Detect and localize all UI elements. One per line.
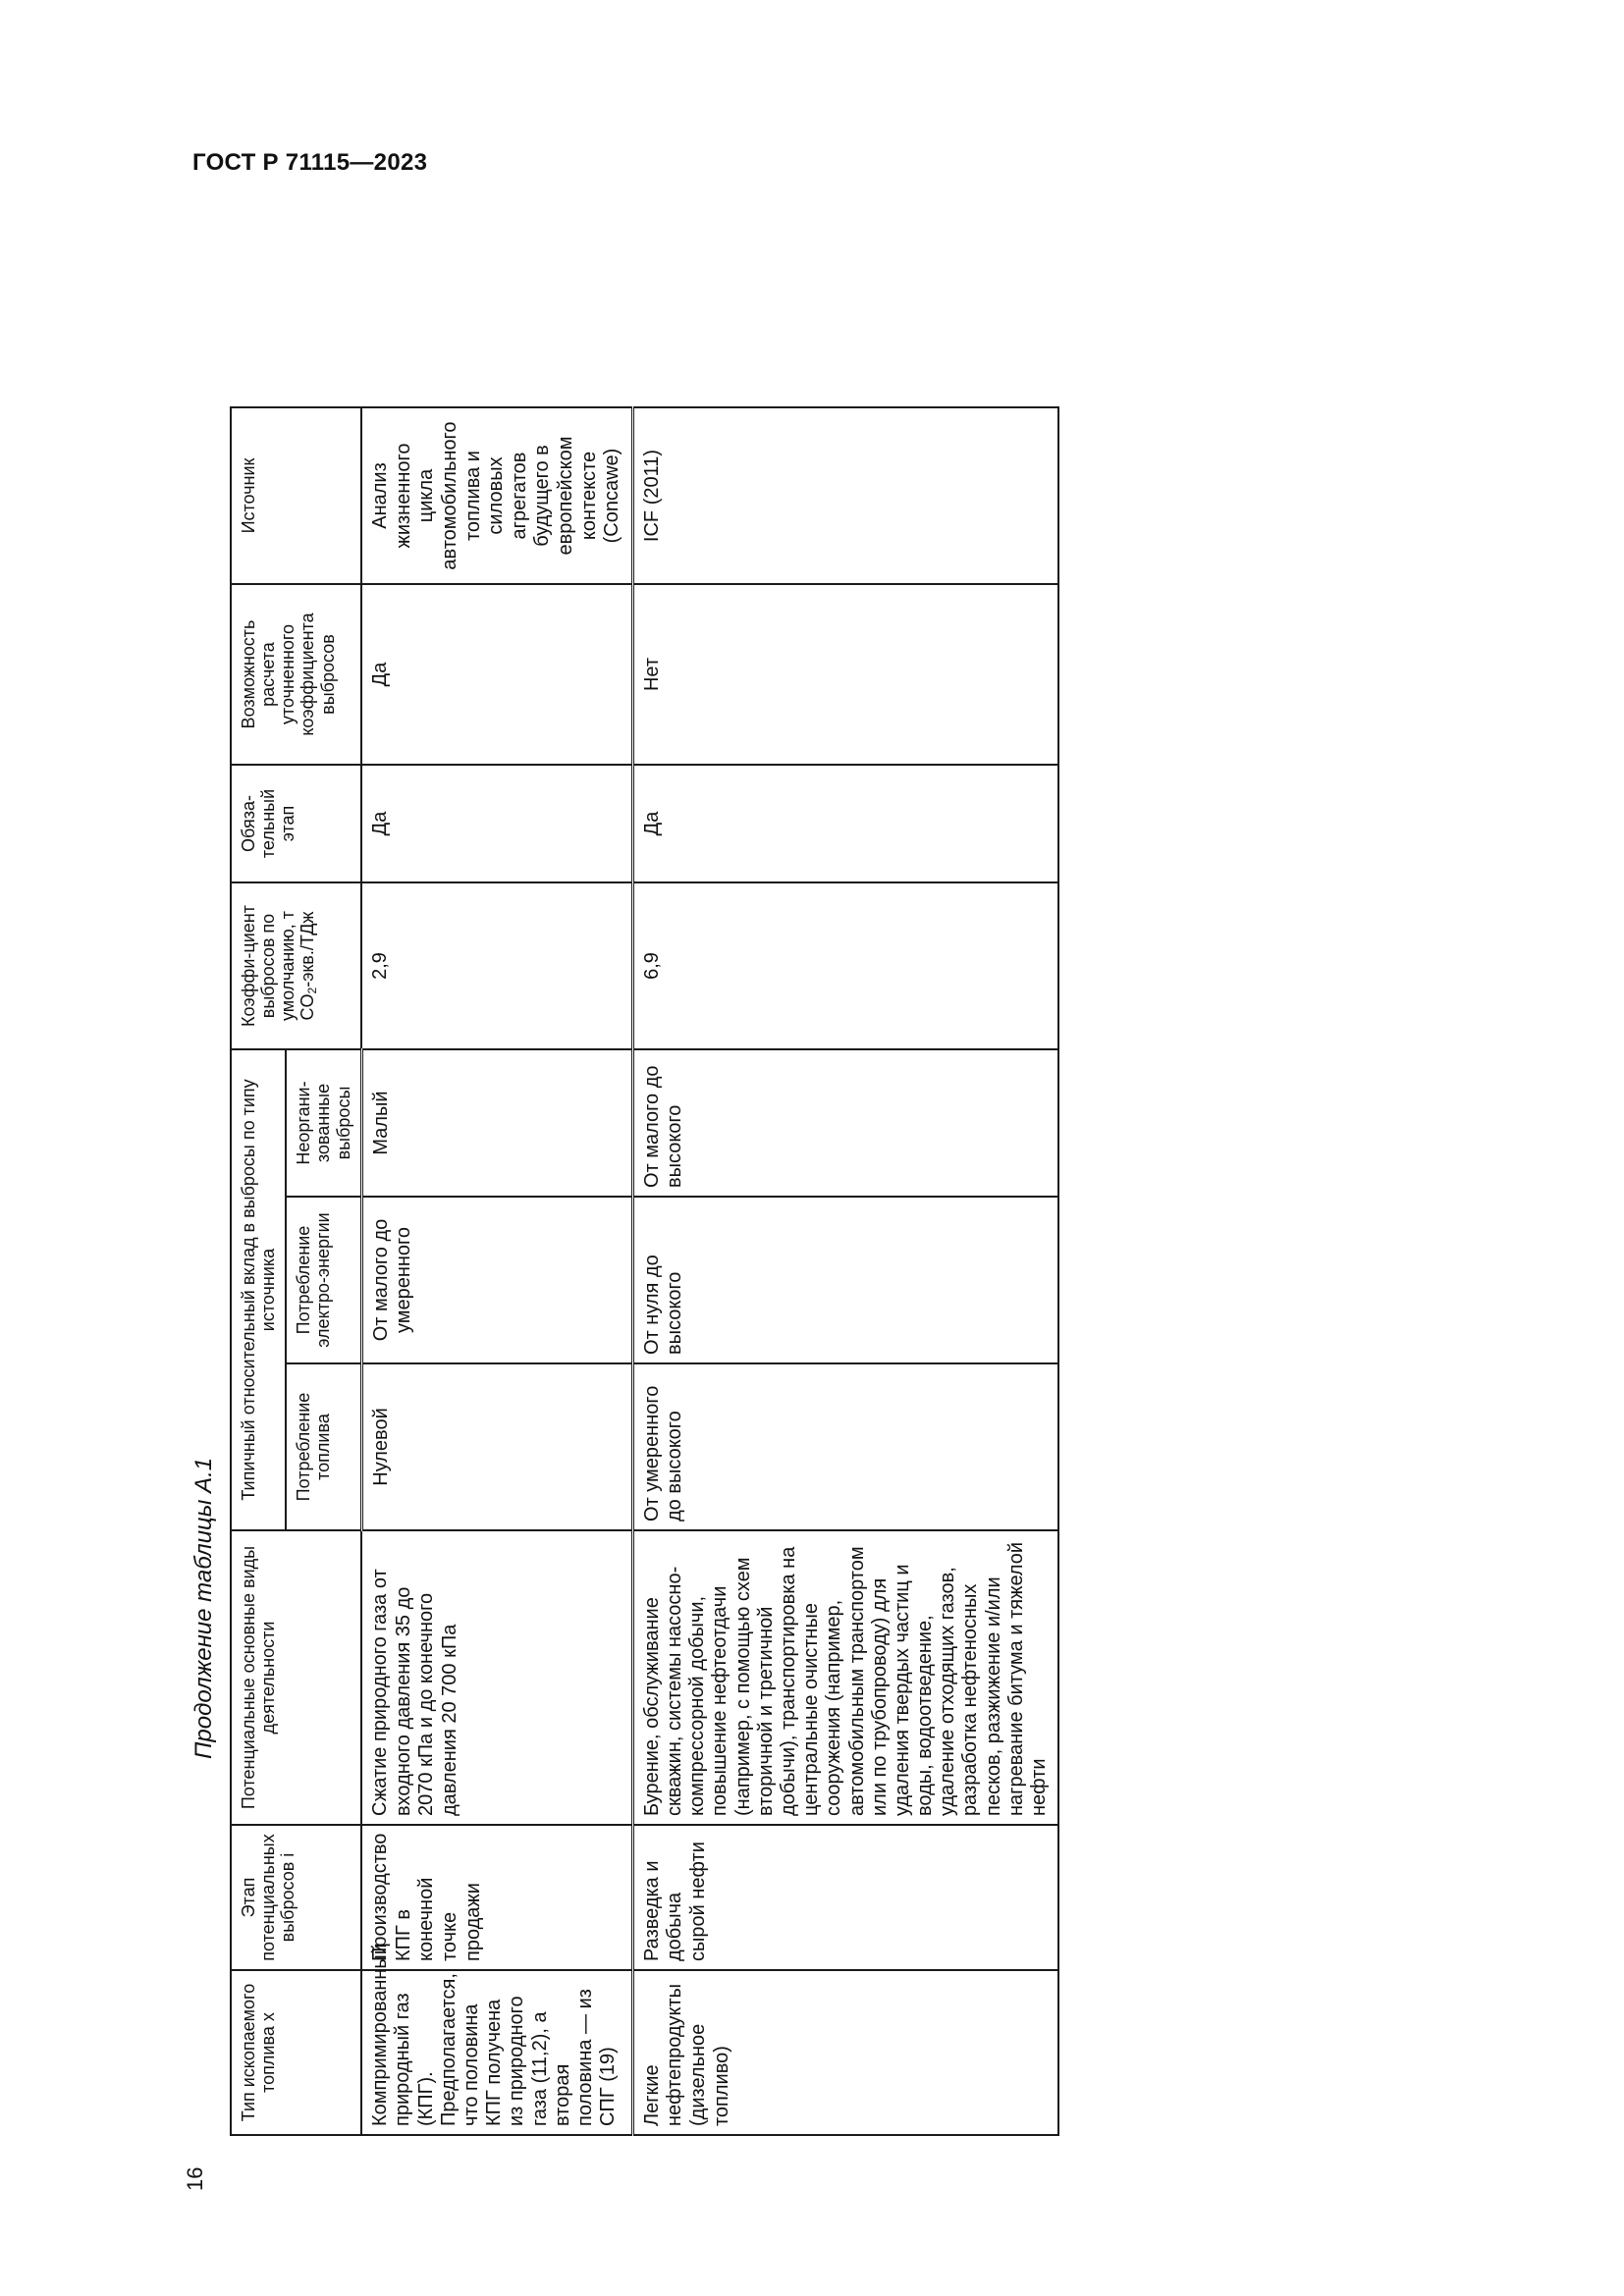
header-fuel-consumption: Потребление топлива: [286, 1363, 361, 1530]
cell-activities: Сжатие природного газа от входного давления 35 до 2070 кПа и до конечного давления 20 700 кПа: [361, 1530, 632, 1825]
cell-mandatory-stage: Да: [361, 765, 632, 882]
coefficient-header-text: Коэффи-циент выбросов по умолчанию, т CO: [239, 905, 318, 1027]
rotated-page-content: [183, 149, 1624, 2191]
header-refined-calculation: Возможность расчета уточненного коэффициента выбросов: [231, 584, 361, 765]
cell-fugitive-emissions: Малый: [361, 1049, 632, 1197]
cell-emission-coefficient: 2,9: [361, 882, 632, 1049]
cell-electricity-consumption: От нуля до высокого: [632, 1197, 1058, 1363]
cell-source: Анализ жизненного цикла автомобильного топлива и силовых агрегатов будущего в европейском контексте (Concawe): [361, 407, 632, 584]
cell-fuel-type: Компримированный природный газ (КПГ). Предполагается, что половина КПГ получена из природного газа (11,2), а вторая половина — из СПГ (19): [361, 1970, 632, 2135]
page-number: 16: [183, 2166, 207, 2191]
header-row-1: [231, 407, 286, 2135]
cell-fuel-type: Легкие нефтепродукты (дизельное топливо): [632, 1970, 1058, 2135]
header-source: Источник: [231, 407, 361, 584]
header-mandatory-stage: Обяза-тельный этап: [231, 765, 361, 882]
table-row: [361, 407, 632, 2135]
table-caption: Продолжение таблицы А.1: [190, 1457, 217, 1759]
header-contribution-group: Типичный относительный вклад в выбросы по типу источника: [231, 1049, 286, 1530]
header-electricity-consumption: Потребление электро-энергии: [286, 1197, 361, 1363]
cell-refined-calculation: Нет: [632, 584, 1058, 765]
cell-mandatory-stage: Да: [632, 765, 1058, 882]
document-code-header: ГОСТ Р 71115—2023: [192, 149, 428, 176]
cell-fuel-consumption: От умеренного до высокого: [632, 1363, 1058, 1530]
cell-refined-calculation: Да: [361, 584, 632, 765]
cell-stage: Производство КПГ в конечной точке продажи: [361, 1825, 632, 1970]
cell-electricity-consumption: От малого до умеренного: [361, 1197, 632, 1363]
cell-stage: Разведка и добыча сырой нефти: [632, 1825, 1058, 1970]
coefficient-header-unit: -экв./ТДж: [298, 911, 318, 988]
cell-activities: Бурение, обслуживание скважин, системы насосно-компрессорной добычи, повышение нефтеотдачи (например, с помощью схем вторичной и третичной добычи), транспортировка на центральные очистные сооружения (например, автомобильным транспортом или по трубопроводу) для удаления твердых частиц и воды, водоотведение, удаление отходящих газов, разработка нефтеносных песков, разжижение и/или нагревание битума и тяжелой нефти: [632, 1530, 1058, 1825]
header-stage: Этап потенциальных выбросов i: [231, 1825, 361, 1970]
cell-fugitive-emissions: От малого до высокого: [632, 1049, 1058, 1197]
cell-fuel-consumption: Нулевой: [361, 1363, 632, 1530]
cell-emission-coefficient: 6,9: [632, 882, 1058, 1049]
header-fugitive-emissions: Неоргани-зованные выбросы: [286, 1049, 361, 1197]
header-emission-coefficient: [231, 882, 361, 1049]
header-activities: Потенциальные основные виды деятельности: [231, 1530, 361, 1825]
table-row: [632, 407, 1058, 2135]
co2-subscript: 2: [305, 987, 320, 994]
header-fuel-type: Тип ископаемого топлива x: [231, 1970, 361, 2135]
cell-source: ICF (2011): [632, 407, 1058, 584]
emissions-stage-table: [230, 406, 1059, 2136]
